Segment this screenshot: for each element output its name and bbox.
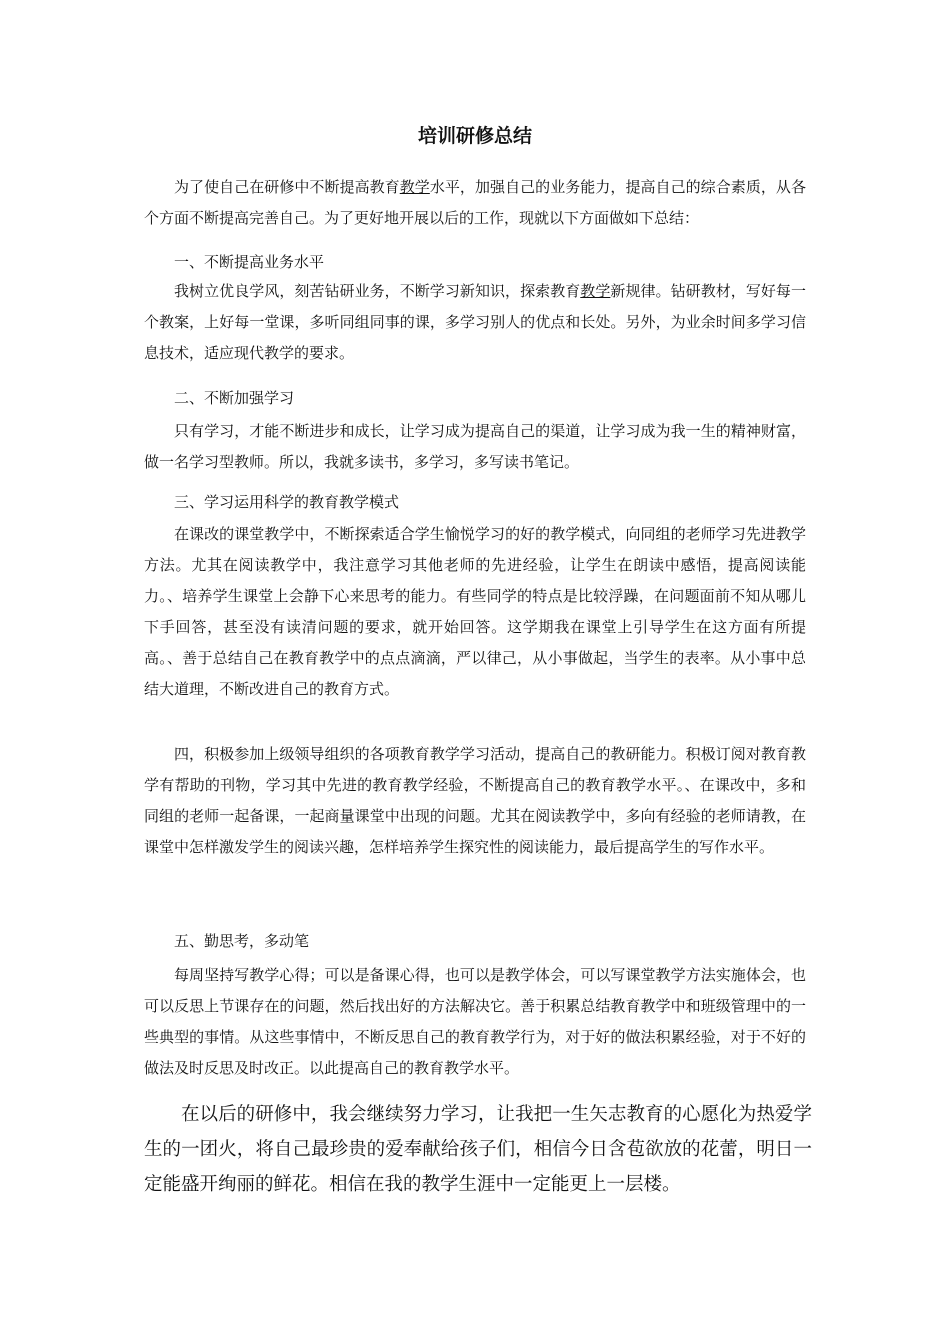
intro-text-after: 水平，加强自己的业务能力，提高自己的综合素质，从各个方面不断提高完善自己。为了更好地开展以后的工作，现就以下方面做如下总结：: [144, 178, 806, 227]
section-2-heading: 二、不断加强学习: [174, 389, 295, 407]
intro-text-before: 为了使自己在研修中不断提高教育: [174, 178, 400, 196]
section-1-text-after: 新规律。钻研教材，写好每一个教案，上好每一堂课，多听同组同事的课，多学习别人的优点和长处。另外，为业余时间多学习信息技术，适应现代教学的要求。: [144, 282, 806, 362]
section-3-heading: 三、学习运用科学的教育教学模式: [174, 493, 400, 511]
section-5-body: 每周坚持写教学心得；可以是备课心得，也可以是教学体会，可以写课堂教学方法实施体会，也可以反思上节课存在的问题，然后找出好的方法解决它。善于积累总结教育教学中和班级管理中的一些典型的事情。从这些事情中，不断反思自己的教育教学行为，对于好的做法积累经验，对于不好的做法及时反思及时改正。以此提高自己的教育教学水平。: [144, 966, 806, 1077]
section-1-body: [144, 276, 806, 369]
section-3-body: 在课改的课堂教学中，不断探索适合学生愉悦学习的好的教学模式，向同组的老师学习先进教学方法。尤其在阅读教学中，我注意学习其他老师的先进经验，让学生在朗读中感悟，提高阅读能力。、培养学生课堂上会静下心来思考的能力。有些同学的特点是比较浮躁，在问题面前不知从哪儿下手回答，甚至没有读清问题的要求，就开始回答。这学期我在课堂上引导学生在这方面有所提高。、善于总结自己在教育教学中的点点滴滴，严以律己，从小事做起，当学生的表率。从小事中总结大道理，不断改进自己的教育方式。: [144, 525, 806, 698]
section-1-text-before: 我树立优良学风，刻苦钻研业务，不断学习新知识，探索教育: [174, 282, 581, 300]
intro-paragraph: [144, 172, 806, 234]
document-title: 培训研修总结: [417, 125, 532, 147]
closing-paragraph: 在以后的研修中，我会继续努力学习，让我把一生矢志教育的心愿化为热爱学生的一团火，将自己最珍贵的爱奉献给孩子们，相信今日含苞欲放的花蕾，明日一定能盛开绚丽的鲜花。相信在我的教学生涯中一定能更上一层楼。: [144, 1104, 812, 1195]
section-4-body: 四，积极参加上级领导组织的各项教育教学学习活动，提高自己的教研能力。积极订阅对教育教学有帮助的刊物，学习其中先进的教育教学经验，不断提高自己的教育教学水平。、在课改中，多和同组的老师一起备课，一起商量课堂中出现的问题。尤其在阅读教学中，多向有经验的老师请教，在课堂中怎样激发学生的阅读兴趣，怎样培养学生探究性的阅读能力，最后提高学生的写作水平。: [144, 745, 806, 856]
intro-underlined-word: 教学: [399, 178, 430, 196]
section-1-underlined-word: 教学: [580, 282, 611, 300]
section-5-heading: 五、勤思考，多动笔: [174, 932, 310, 950]
section-2-body: 只有学习，才能不断进步和成长，让学习成为提高自己的渠道，让学习成为我一生的精神财富，做一名学习型教师。所以，我就多读书，多学习，多写读书笔记。: [144, 422, 806, 471]
section-1-heading: 一、不断提高业务水平: [174, 253, 325, 271]
